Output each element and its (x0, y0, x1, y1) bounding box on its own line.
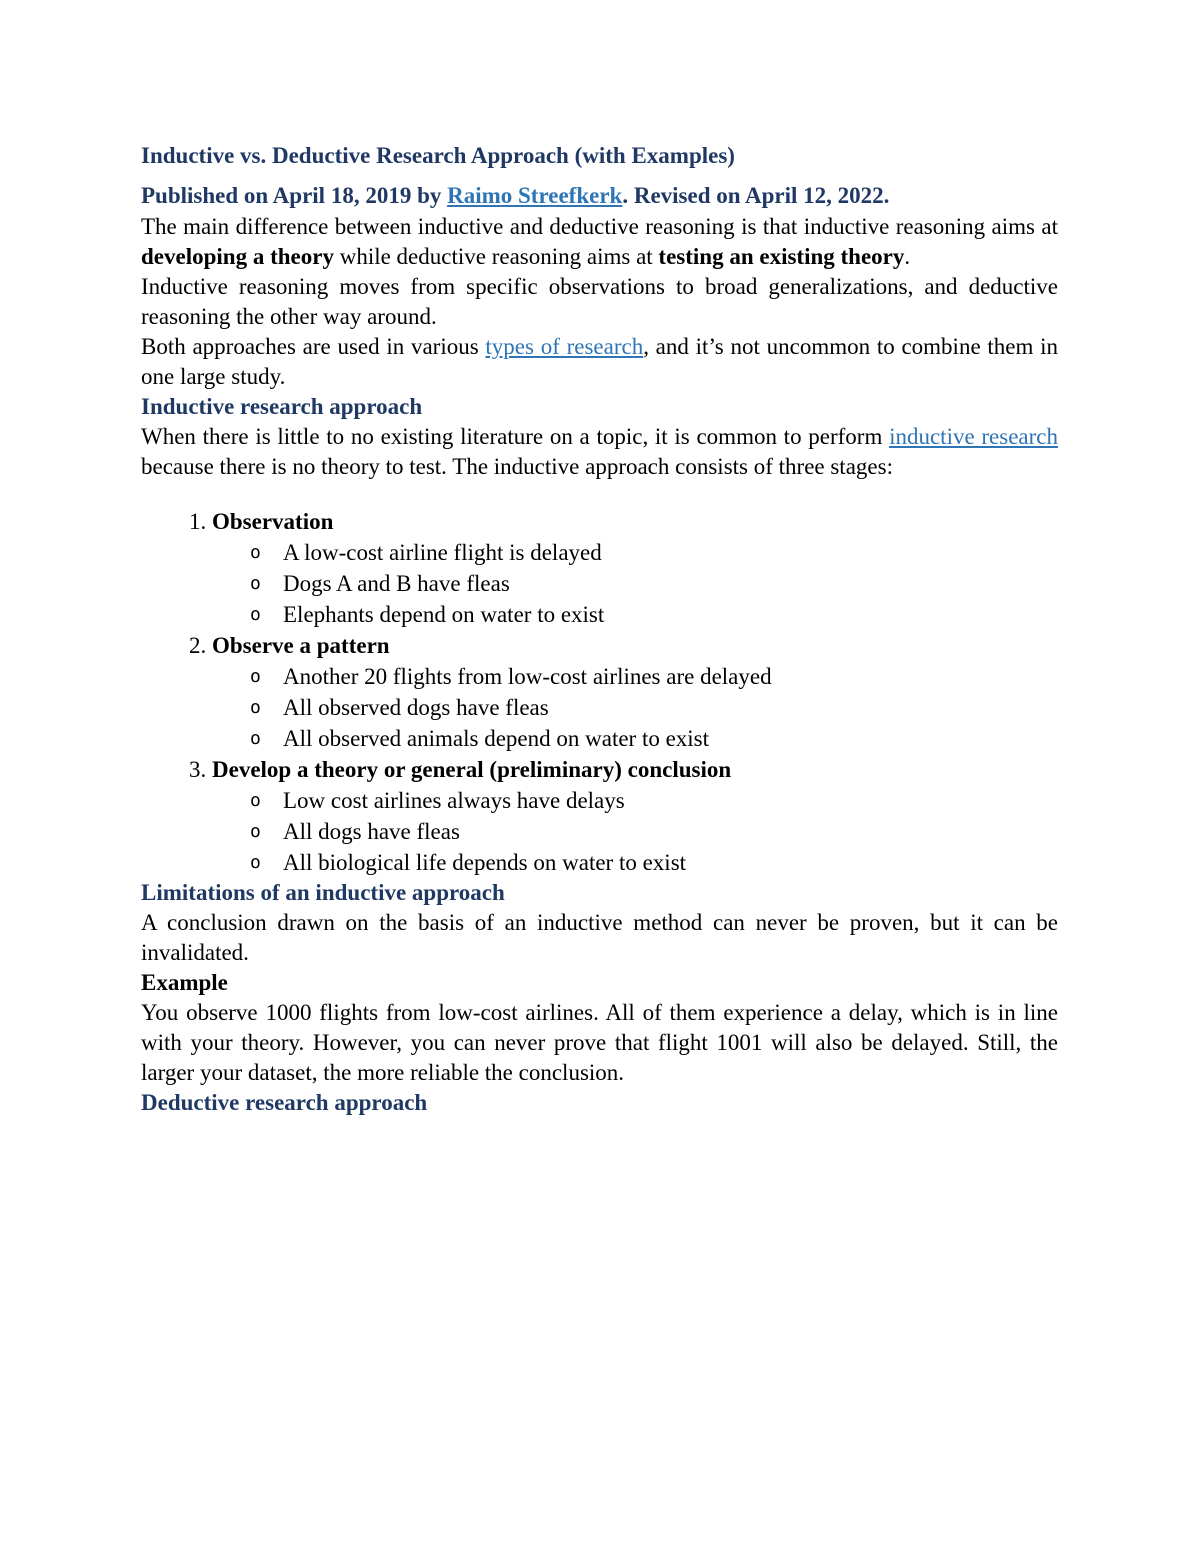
types-of-research-link[interactable]: types of research (485, 334, 644, 359)
circle-bullet-icon: o (250, 573, 261, 594)
stage-item (212, 506, 1058, 630)
list-item: o Low cost airlines always have delays (283, 785, 1058, 816)
document-title: Inductive vs. Deductive Research Approach (with Examples) (141, 143, 735, 168)
stage-sublist (212, 661, 1058, 754)
stage-title: Observe a pattern (212, 633, 390, 658)
circle-bullet-icon: o (250, 697, 261, 718)
example-paragraph: You observe 1000 flights from low-cost airlines. All of them experience a delay, which is in line with your theory. However, you can never prove that flight 1001 will also be delayed. Still, the larger your dataset, the more reliable the conclusion. (141, 1000, 1058, 1085)
publication-info: Published on April 18, 2019 by Raimo Streefkerk. Revised on April 12, 2022. (141, 183, 890, 208)
example-label: Example (141, 970, 228, 995)
limitations-paragraph: A conclusion drawn on the basis of an inductive method can never be proven, but it can be invalidated. (141, 910, 1058, 965)
stage-item (212, 630, 1058, 754)
list-item: o A low-cost airline flight is delayed (283, 537, 1058, 568)
list-item: o Elephants depend on water to exist (283, 599, 1058, 630)
circle-bullet-icon: o (250, 852, 261, 873)
inductive-paragraph: When there is little to no existing literature on a topic, it is common to perform inductive research because there is no theory to test. The inductive approach consists of three stages: (141, 424, 1058, 479)
intro-paragraph-2: Inductive reasoning moves from specific observations to broad generalizations, and deductive reasoning the other way around. (141, 274, 1058, 329)
inductive-stages-list (141, 506, 1058, 878)
list-item: o All observed animals depend on water to exist (283, 723, 1058, 754)
circle-bullet-icon: o (250, 790, 261, 811)
inductive-heading: Inductive research approach (141, 394, 423, 419)
circle-bullet-icon: o (250, 728, 261, 749)
list-item: o All observed dogs have fleas (283, 692, 1058, 723)
stage-sublist (212, 785, 1058, 878)
limitations-heading: Limitations of an inductive approach (141, 880, 505, 905)
list-item: o Another 20 flights from low-cost airlines are delayed (283, 661, 1058, 692)
stage-title: Observation (212, 509, 334, 534)
list-item: o Dogs A and B have fleas (283, 568, 1058, 599)
list-item: o All dogs have fleas (283, 816, 1058, 847)
list-item: o All biological life depends on water to exist (283, 847, 1058, 878)
circle-bullet-icon: o (250, 604, 261, 625)
author-link[interactable]: Raimo Streefkerk (447, 183, 623, 208)
circle-bullet-icon: o (250, 821, 261, 842)
inductive-research-link[interactable]: inductive research (889, 424, 1058, 449)
intro-paragraph-1: The main difference between inductive and deductive reasoning is that inductive reasoning aims at developing a theory while deductive reasoning aims at testing an existing theory. (141, 214, 1058, 269)
circle-bullet-icon: o (250, 666, 261, 687)
stage-title: Develop a theory or general (preliminary) conclusion (212, 757, 732, 782)
circle-bullet-icon: o (250, 542, 261, 563)
document-page (141, 140, 1058, 1118)
intro-paragraph-3: Both approaches are used in various types of research, and it’s not uncommon to combine them in one large study. (141, 334, 1058, 389)
deductive-heading: Deductive research approach (141, 1090, 428, 1115)
stage-item (212, 754, 1058, 878)
stage-sublist (212, 537, 1058, 630)
